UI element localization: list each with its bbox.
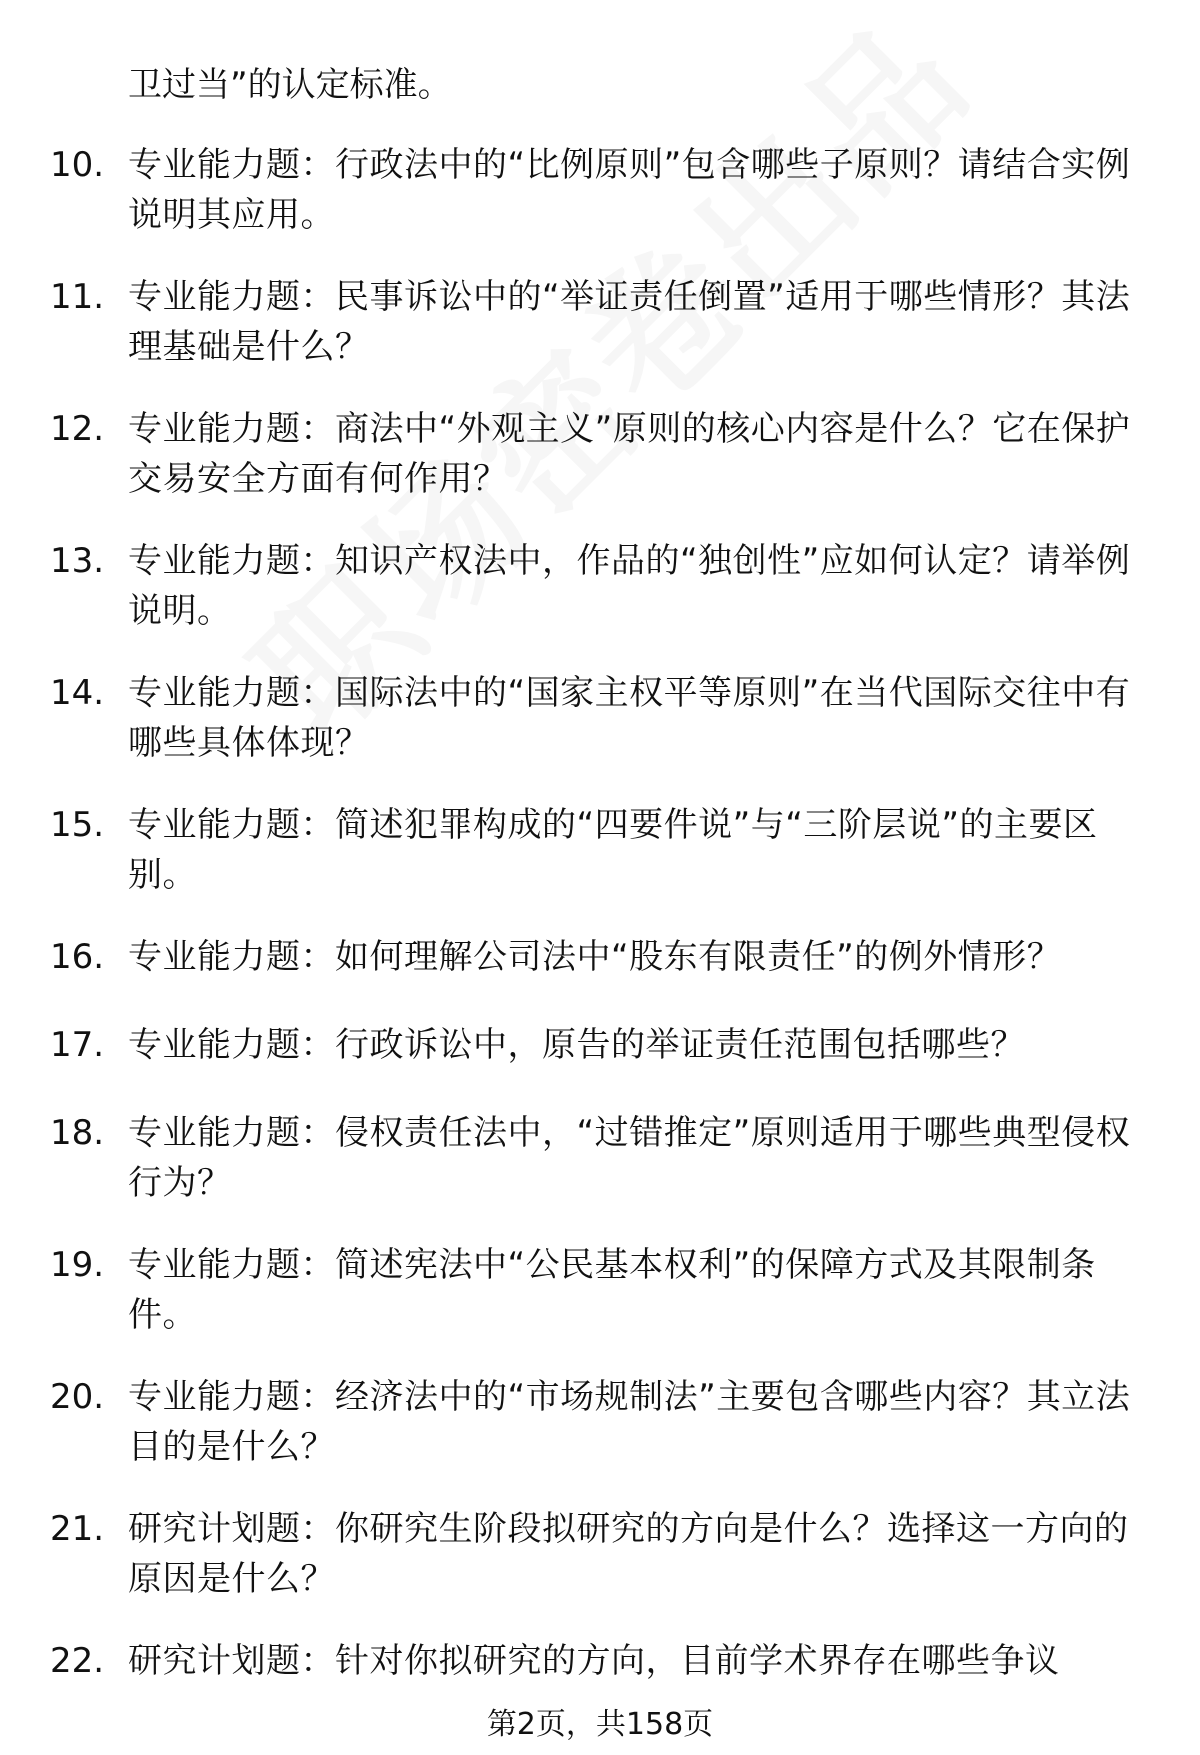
item-text: 专业能力题：经济法中的“市场规制法”主要包含哪些内容？其立法目的是什么？: [128, 1377, 1131, 1467]
item-number: 17.: [50, 1025, 105, 1065]
item-number: 13.: [50, 541, 105, 581]
list-item: [0, 140, 1200, 272]
item-text: 研究计划题：你研究生阶段拟研究的方向是什么？选择这一方向的原因是什么？: [128, 1509, 1129, 1599]
continued-text: 卫过当”的认定标准。: [128, 65, 452, 105]
list-item: [0, 932, 1200, 1020]
list-item: [0, 1372, 1200, 1504]
item-text: 专业能力题：行政诉讼中，原告的举证责任范围包括哪些？: [128, 1025, 1025, 1065]
item-number: 11.: [50, 277, 105, 317]
item-number: 18.: [50, 1113, 105, 1153]
item-text: 专业能力题：行政法中的“比例原则”包含哪些子原则？请结合实例说明其应用。: [128, 145, 1131, 235]
item-text: 专业能力题：侵权责任法中，“过错推定”原则适用于哪些典型侵权行为？: [128, 1113, 1131, 1203]
list-item: [0, 668, 1200, 800]
item-text: 专业能力题：如何理解公司法中“股东有限责任”的例外情形？: [128, 937, 1062, 977]
list-item: [0, 1504, 1200, 1636]
item-text: 研究计划题：针对你拟研究的方向，目前学术界存在哪些争议: [128, 1641, 1060, 1681]
list-item: [0, 1240, 1200, 1372]
item-number: 14.: [50, 673, 105, 713]
item-text: 专业能力题：国际法中的“国家主权平等原则”在当代国际交往中有哪些具体体现？: [128, 673, 1131, 763]
item-text: 专业能力题：简述犯罪构成的“四要件说”与“三阶层说”的主要区别。: [128, 805, 1098, 895]
list-item: [0, 800, 1200, 932]
item-number: 20.: [50, 1377, 105, 1417]
list-item: [0, 272, 1200, 404]
item-number: 22.: [50, 1641, 105, 1681]
list-item: [0, 536, 1200, 668]
item-number: 12.: [50, 409, 105, 449]
question-list: [0, 140, 1200, 1724]
item-number: 21.: [50, 1509, 105, 1549]
list-item: [0, 1020, 1200, 1108]
item-number: 19.: [50, 1245, 105, 1285]
list-item: [0, 1108, 1200, 1240]
item-text: 专业能力题：知识产权法中，作品的“独创性”应如何认定？请举例说明。: [128, 541, 1131, 631]
item-number: 10.: [50, 145, 105, 185]
item-text: 专业能力题：商法中“外观主义”原则的核心内容是什么？它在保护交易安全方面有何作用？: [128, 409, 1131, 499]
item-text: 专业能力题：民事诉讼中的“举证责任倒置”适用于哪些情形？其法理基础是什么？: [128, 277, 1131, 367]
item-number: 15.: [50, 805, 105, 845]
item-text: 专业能力题：简述宪法中“公民基本权利”的保障方式及其限制条件。: [128, 1245, 1096, 1335]
page-footer: 第2页，共158页: [486, 1707, 714, 1742]
item-number: 16.: [50, 937, 105, 977]
list-item: [0, 404, 1200, 536]
